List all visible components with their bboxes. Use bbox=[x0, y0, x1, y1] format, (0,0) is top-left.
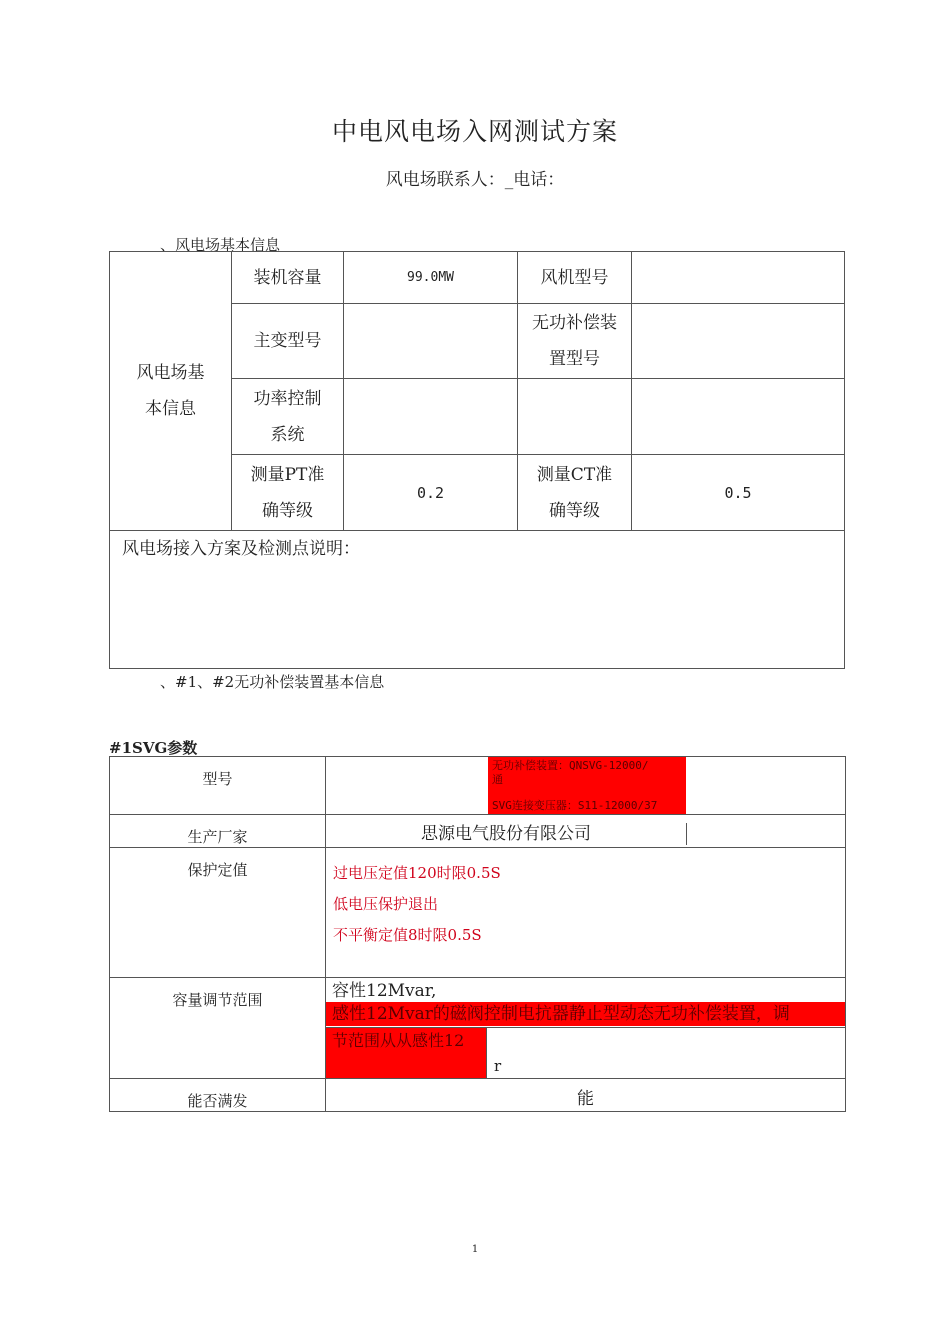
protection-item: 低电压保护退出 bbox=[333, 895, 439, 913]
protection-label: 保护定值 bbox=[110, 848, 326, 978]
pt-accuracy-label: 测量PT准 确等级 bbox=[232, 455, 344, 531]
reactive-device-value bbox=[632, 304, 845, 379]
installed-capacity-value: 99.0MW bbox=[344, 252, 518, 304]
manufacturer-value-cell bbox=[326, 815, 846, 848]
section-heading-svg-info: 、#1、#2无功补偿装置基本信息 bbox=[160, 673, 385, 691]
protection-values bbox=[326, 848, 846, 978]
turbine-model-value bbox=[632, 252, 845, 304]
page-title: 中电风电场入网测试方案 bbox=[331, 117, 618, 146]
section-heading-basic-info: 、风电场基本信息 bbox=[160, 236, 281, 254]
capacity-line-3: 节范围从从感性12 bbox=[326, 1028, 486, 1078]
manufacturer-value: 思源电气股份有限公司 bbox=[326, 823, 687, 845]
capacity-extra: r bbox=[494, 1057, 502, 1075]
access-plan-cell bbox=[110, 531, 845, 669]
full-output-value: 能 bbox=[326, 1079, 846, 1112]
reactive-device-label: 无功补偿装 置型号 bbox=[518, 304, 632, 379]
access-plan-label: 风电场接入方案及检测点说明： bbox=[122, 539, 360, 559]
row-header-cell bbox=[110, 252, 232, 531]
main-transformer-value bbox=[344, 304, 518, 379]
model-label: 型号 bbox=[110, 757, 326, 815]
power-control-value bbox=[344, 379, 518, 455]
empty-cell bbox=[518, 379, 632, 455]
capacity-line-2: 感性12Mvar的磁阀控制电抗器静止型动态无功补偿装置，调 bbox=[326, 1002, 845, 1026]
wind-farm-info-table bbox=[109, 251, 845, 669]
svg-params-heading: #1SVG参数 bbox=[109, 739, 198, 757]
contact-line: 风电场联系人：_电话： bbox=[385, 170, 565, 190]
row-header-line: 风电场基 bbox=[136, 363, 205, 383]
capacity-line-1: 容性12Mvar, bbox=[332, 981, 437, 1001]
row-header-line: 本信息 bbox=[145, 399, 196, 419]
installed-capacity-label: 装机容量 bbox=[232, 252, 344, 304]
empty-cell bbox=[632, 379, 845, 455]
protection-item: 不平衡定值8时限0.5S bbox=[333, 926, 482, 944]
model-value-cell bbox=[326, 757, 846, 815]
svg-params-table bbox=[109, 756, 846, 1112]
page-number: 1 bbox=[471, 1244, 479, 1255]
full-output-label: 能否满发 bbox=[110, 1079, 326, 1112]
main-transformer-label: 主变型号 bbox=[232, 304, 344, 379]
power-control-label: 功率控制 系统 bbox=[232, 379, 344, 455]
turbine-model-label: 风机型号 bbox=[518, 252, 632, 304]
manufacturer-label: 生产厂家 bbox=[110, 815, 326, 848]
ct-accuracy-value: 0.5 bbox=[632, 455, 845, 531]
pt-accuracy-value: 0.2 bbox=[344, 455, 518, 531]
model-value-highlight: 无功补偿装置：QNSVG-12000/ 通 SVG连接变压器：S11-12000/37 bbox=[488, 757, 686, 814]
protection-item: 过电压定值120时限0.5S bbox=[333, 864, 501, 882]
capacity-range-label: 容量调节范围 bbox=[110, 978, 326, 1079]
ct-accuracy-label: 测量CT准 确等级 bbox=[518, 455, 632, 531]
capacity-range-cell bbox=[326, 978, 846, 1079]
